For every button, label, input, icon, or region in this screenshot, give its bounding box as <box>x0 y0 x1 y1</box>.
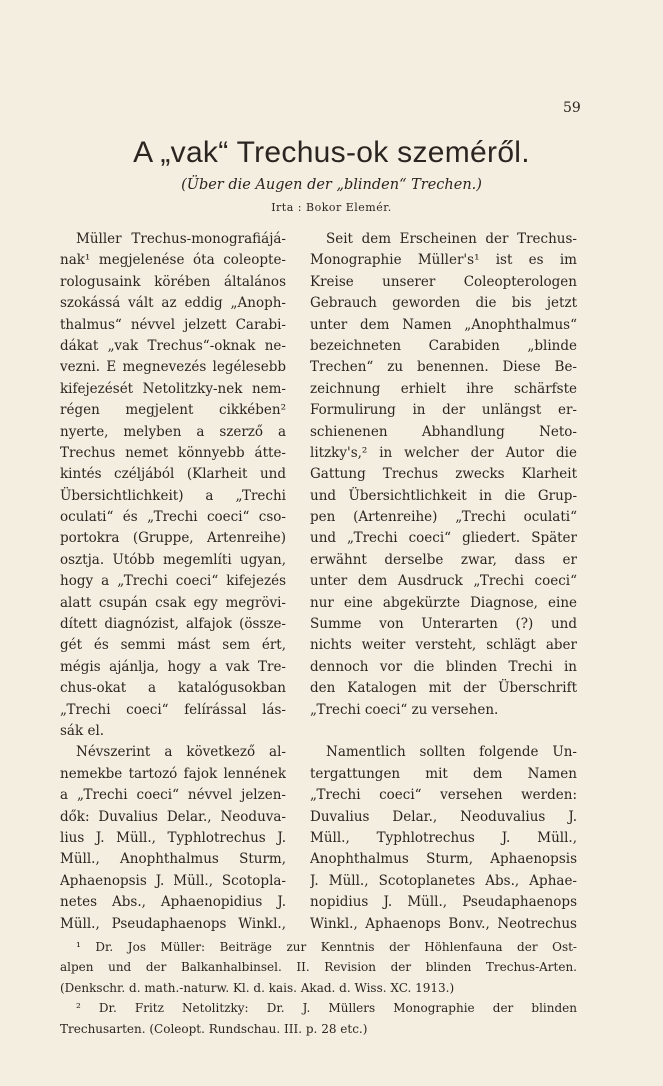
text-line: nyerte, melyben a szerző a <box>60 423 286 440</box>
text-line: Müll., Anophthalmus Sturm, <box>60 851 286 868</box>
text-line: „Trechi coeci“ versehen werden: <box>310 787 577 804</box>
text-line: bezeichneten Carabiden „blinde <box>310 337 577 354</box>
left-column-hungarian <box>60 229 286 935</box>
text-line: nak¹ megjelenése óta coleopte- <box>60 252 286 269</box>
text-line: den Katalogen mit der Überschrift <box>310 680 577 697</box>
author-line: Irta : Bokor Elemér. <box>271 201 392 214</box>
text-line: zeichnung erhielt ihre schärfste <box>310 380 577 397</box>
text-line: dített diagnózist, alfajok (össze- <box>60 616 286 633</box>
text-line: „Trechi coeci“ felírással lás- <box>60 701 286 718</box>
text-line: und „Trechi coeci“ gliedert. Später <box>310 530 577 547</box>
text-line: litzky's,² in welcher der Autor die <box>310 444 577 461</box>
text-line: lius J. Müll., Typhlotrechus J. <box>60 829 286 846</box>
text-line: chus-okat a katalógusokban <box>60 680 286 697</box>
text-line: oculati“ és „Trechi coeci“ cso- <box>60 509 286 526</box>
text-line: nemekbe tartozó fajok lennének <box>60 765 286 782</box>
text-line: Summe von Unterarten (?) und <box>310 616 577 633</box>
text-line: a „Trechi coeci“ névvel jelzen- <box>60 787 286 804</box>
text-line: sák el. <box>60 722 105 739</box>
page-subtitle: (Über die Augen der „blinden“ Trechen.) <box>181 177 482 193</box>
text-line: Névszerint a következő al- <box>76 744 286 761</box>
text-line: nichts weiter versteht, schlägt aber <box>310 637 577 654</box>
text-line: mégis ajánlja, hogy a vak Tre- <box>60 658 286 675</box>
text-line: erwähnt derselbe zwar, dass er <box>310 551 577 568</box>
text-line: Seit dem Erscheinen der Trechus- <box>326 231 577 247</box>
text-line: gét és semmi mást sem ért, <box>60 637 286 654</box>
text-line: régen megjelent cikkében² <box>60 402 286 419</box>
text-line: Trechus nemet könnyebb átte- <box>60 444 286 461</box>
text-line: Aphaenopsis J. Müll., Scotopla- <box>60 872 286 889</box>
text-line: thalmus“ névvel jelzett Carabi- <box>60 316 286 333</box>
page-number: 59 <box>563 100 581 116</box>
text-line: tergattungen mit dem Namen <box>310 765 577 782</box>
text-line: Namentlich sollten folgende Un- <box>326 744 577 761</box>
text-line: Müll., Typhlotrechus J. Müll., <box>310 829 577 846</box>
text-line: J. Müll., Scotoplanetes Abs., Aphae- <box>310 872 577 889</box>
page-title: A „vak“ Trechus-ok szeméről. <box>133 136 530 169</box>
footnote-line: ¹ Dr. Jos Müller: Beiträge zur Kenntnis der Höhlenfauna der Ost- <box>76 940 577 954</box>
footnote-line: alpen und der Balkanhalbinsel. II. Revision der blinden Trechus-Arten. <box>60 960 577 975</box>
text-line: szokássá vált az eddig „Anoph- <box>60 295 286 312</box>
text-line: kifejezését Netolitzky-nek nem- <box>60 380 286 397</box>
text-line: Anophthalmus Sturm, Aphaenopsis <box>310 851 577 868</box>
text-line: Trechen“ zu benennen. Diese Be- <box>310 359 577 376</box>
text-line: Gattung Trechus zwecks Klarheit <box>310 466 577 483</box>
text-line: Gebrauch geworden die bis jetzt <box>310 295 577 312</box>
text-line: Duvalius Delar., Neoduvalius J. <box>310 808 577 825</box>
text-line: nopidius J. Müll., Pseudaphaenops <box>310 894 577 911</box>
right-column-german <box>310 229 577 935</box>
text-line <box>310 721 577 742</box>
text-line: unter dem Namen „Anophthalmus“ <box>310 316 577 333</box>
text-line: Formulirung in der unlängst er- <box>310 402 577 419</box>
text-line: netes Abs., Aphaenopidius J. <box>60 894 286 911</box>
text-line: osztja. Utóbb megemlíti ugyan, <box>60 551 286 568</box>
text-line: portokra (Gruppe, Artenreihe) <box>60 530 286 547</box>
text-line: pen (Artenreihe) „Trechi oculati“ <box>310 509 577 526</box>
text-line: kintés czéljából (Klarheit und <box>60 466 286 483</box>
text-line: dákat „vak Trechus“-oknak ne- <box>60 337 286 354</box>
text-line: Übersichtlichkeit) a „Trechi <box>60 487 286 504</box>
text-line: unter dem Ausdruck „Trechi coeci“ <box>310 573 577 590</box>
text-line: Kreise unserer Coleopterologen <box>310 273 577 290</box>
text-line: schienenen Abhandlung Neto- <box>310 423 577 440</box>
text-line: Müll., Pseudaphaenops Winkl., <box>60 915 286 932</box>
text-line: dennoch vor die blinden Trechi in <box>310 658 577 675</box>
text-line: alatt csupán csak egy megrövi- <box>60 594 286 611</box>
text-line: vezni. E megnevezés legélesebb <box>60 359 286 376</box>
text-line: und Übersichtlichkeit in die Grup- <box>310 487 577 504</box>
text-line: dők: Duvalius Delar., Neoduva- <box>60 808 286 825</box>
footnote-line: ² Dr. Fritz Netolitzky: Dr. J. Müllers Monographie der blinden <box>76 1001 577 1016</box>
footnote-line: (Denkschr. d. math.-naturw. Kl. d. kais. Akad. d. Wiss. XC. 1913.) <box>60 980 455 995</box>
text-line: nur eine abgekürzte Diagnose, eine <box>310 594 577 611</box>
text-line: Winkl., Aphaenops Bonv., Neotrechus <box>310 915 577 932</box>
footnote-line: Trechusarten. (Coleopt. Rundschau. III. p. 28 etc.) <box>60 1021 368 1036</box>
text-line: Müller Trechus-monografiájá- <box>76 231 286 247</box>
text-line: hogy a „Trechi coeci“ kifejezés <box>60 573 286 590</box>
text-line: rologusaink körében általános <box>60 273 286 290</box>
text-line: Monographie Müller's¹ ist es im <box>310 252 577 269</box>
footnotes <box>60 937 577 1039</box>
text-line: „Trechi coeci“ zu versehen. <box>310 701 499 718</box>
